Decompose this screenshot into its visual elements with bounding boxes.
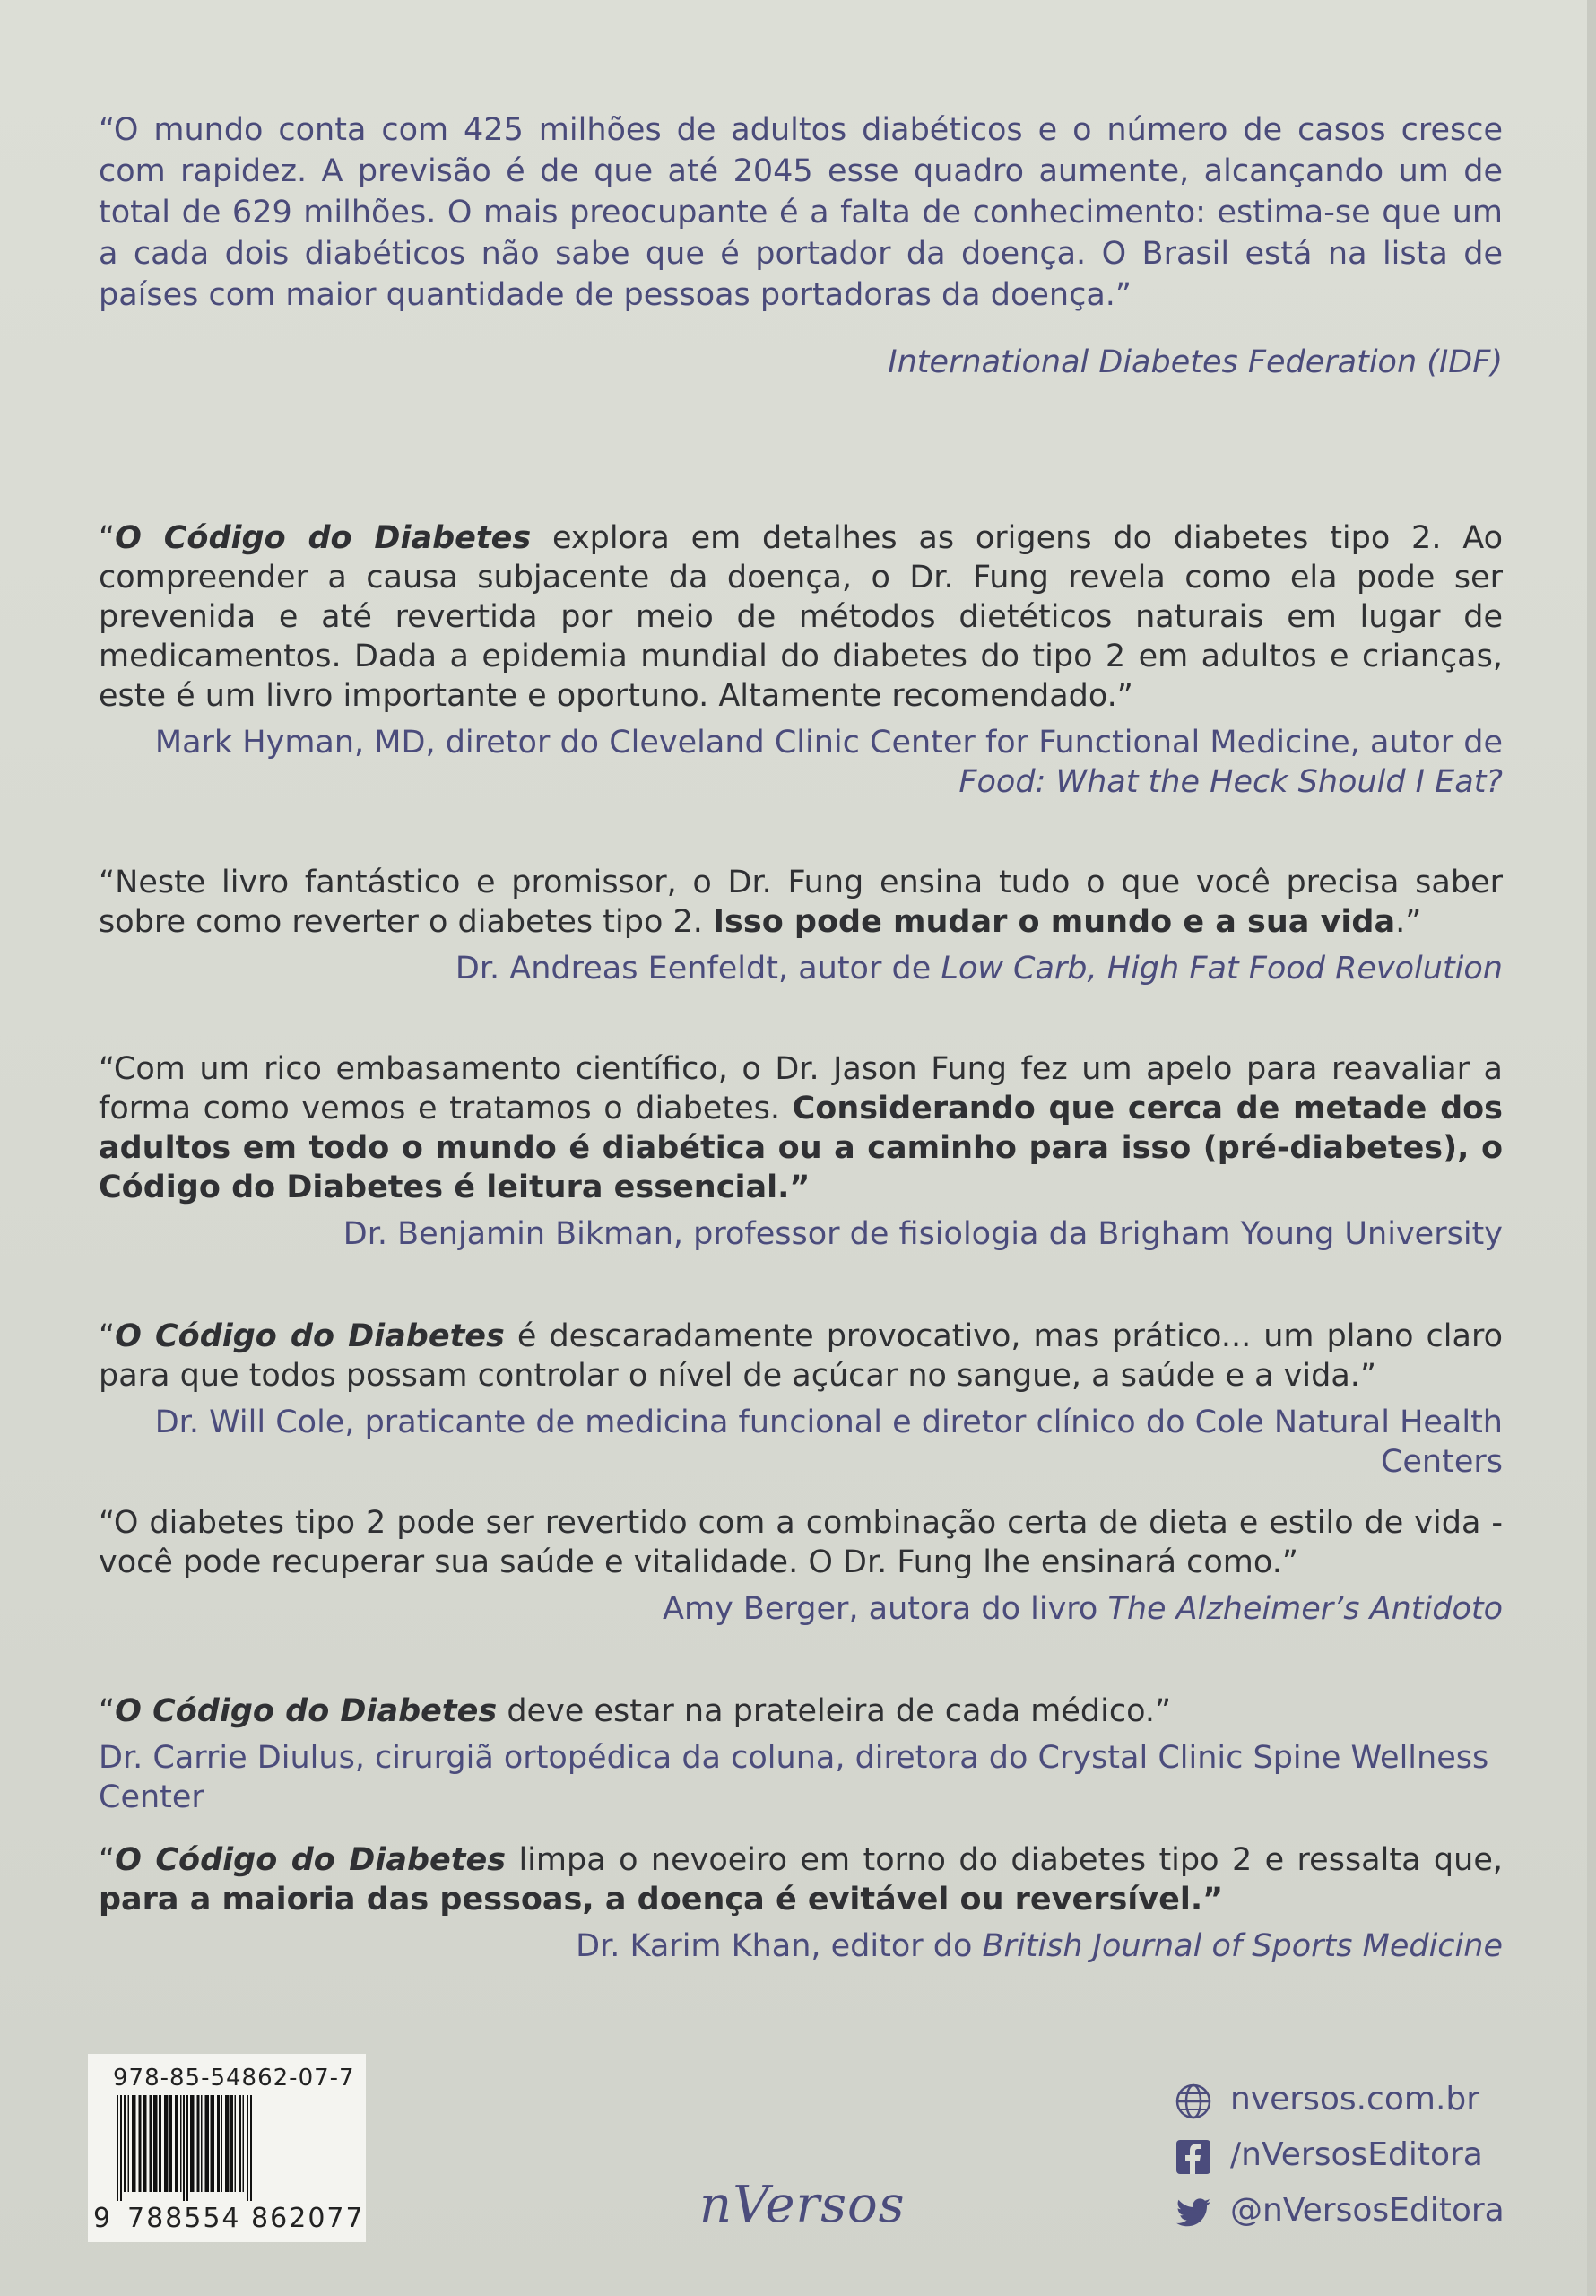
text-run: para a maioria das pessoas, a doença é evitável ou reversível.” <box>99 1882 1224 1918</box>
text-run: “ <box>99 1318 116 1354</box>
quote-block-diulus <box>99 1692 1503 1817</box>
quote-text <box>99 1317 1503 1396</box>
barcode-bar <box>225 2095 230 2192</box>
text-run: The Alzheimer’s Antidoto <box>1107 1591 1503 1627</box>
text-run: O Código do Diabetes <box>115 520 532 556</box>
isbn-barcode <box>88 2054 366 2242</box>
barcode-bar <box>117 2095 118 2201</box>
text-run: Dr. Carrie Diulus, cirurgiã ortopédica da coluna, diretora do Crystal Clinic Spine Wellness Center <box>99 1740 1489 1815</box>
text-run: é descaradamente provocativo, mas prático... um plano claro para que todos possam controlar o nível de açúcar no sangue, a saúde e a vida.” <box>99 1318 1503 1394</box>
text-run: “O diabetes tipo 2 pode ser revertido com a combinação certa de dieta e estilo de vida - você pode recuperar sua saúde e vitalidade. O Dr. Fung lhe ensinará como.” <box>99 1505 1503 1580</box>
barcode-bar <box>139 2095 142 2192</box>
barcode-bar <box>180 2095 182 2192</box>
text-run: Dr. Andreas Eenfeldt, autor de <box>455 951 941 987</box>
barcode-bar <box>243 2095 245 2192</box>
barcode-bar <box>175 2095 178 2192</box>
text-run: Considerando que cerca de metade dos adultos em todo o mundo é diabética ou a caminho para isso (pré-diabetes), o Código do Diabetes é leitura essencial.” <box>99 1091 1504 1205</box>
social-facebook[interactable] <box>1175 2135 1533 2179</box>
text-run: Dr. Karim Khan, editor do <box>576 1928 983 1964</box>
quote-attribution <box>99 1738 1503 1817</box>
barcode-bar <box>239 2095 241 2192</box>
text-run: deve estar na prateleira de cada médico.” <box>497 1693 1172 1729</box>
text-run: Amy Berger, autora do livro <box>663 1591 1108 1627</box>
quote-attribution <box>99 949 1503 988</box>
barcode-bar <box>183 2095 185 2201</box>
barcode-bar <box>230 2095 233 2192</box>
barcode-bar <box>221 2095 223 2192</box>
barcode-bar <box>159 2095 161 2192</box>
text-run: O Código do Diabetes <box>115 1842 507 1878</box>
quote-attribution <box>99 1214 1503 1254</box>
text-run: .” <box>1395 904 1422 940</box>
text-run: O Código do Diabetes <box>115 1693 498 1729</box>
quote-attribution <box>99 1926 1503 1966</box>
text-run: limpa o nevoeiro em torno do diabetes tipo 2 e ressalta que, <box>506 1842 1503 1878</box>
facebook-label: /nVersosEditora <box>1230 2136 1483 2173</box>
social-website[interactable] <box>1175 2079 1533 2124</box>
quote-text <box>99 1692 1503 1731</box>
barcode-bar <box>150 2095 152 2192</box>
text-run: Dr. Will Cole, praticante de medicina funcional e diretor clínico do Cole Natural Health Centers <box>154 1405 1503 1480</box>
publisher-logo: nVersos <box>699 2176 906 2234</box>
barcode-bar <box>169 2095 172 2192</box>
quote-block-eenfeldt <box>99 863 1503 988</box>
barcode-bar <box>120 2095 122 2201</box>
text-run: O Código do Diabetes <box>115 1318 505 1354</box>
barcode-bar <box>250 2095 252 2201</box>
barcode-bar <box>132 2095 136 2192</box>
quote-text <box>99 1503 1503 1582</box>
quote-attribution <box>99 1403 1503 1482</box>
social-twitter[interactable] <box>1175 2190 1533 2235</box>
barcode-bar <box>164 2095 169 2192</box>
text-run: “ <box>99 1693 116 1729</box>
facebook-icon <box>1175 2138 1212 2176</box>
quote-attribution <box>99 1589 1503 1629</box>
barcode-bar <box>124 2095 126 2192</box>
isbn-number: 978-85-54862-07-7 <box>113 2065 355 2092</box>
barcode-bar <box>197 2095 200 2192</box>
text-run: Isso pode mudar o mundo e a sua vida <box>713 904 1396 940</box>
quote-attribution <box>99 723 1503 802</box>
text-run: “Com um rico embasamento científico, o Dr. Jason Fung fez um apelo para reavaliar a forma como vemos e tratamos o diabetes. <box>99 1051 1503 1126</box>
barcode-bar <box>186 2095 188 2201</box>
barcode-digit-first: 9 <box>93 2203 113 2234</box>
quote-block-idf <box>99 109 1503 382</box>
barcode-bar <box>153 2095 158 2192</box>
barcode-bar <box>217 2095 220 2192</box>
barcode-bar <box>247 2095 248 2201</box>
barcode-digits-rest: 788554 862077 <box>127 2203 365 2234</box>
text-run: Food: What the Heck Should I Eat? <box>958 764 1503 800</box>
barcode-bar <box>190 2095 195 2192</box>
quote-text <box>99 109 1503 316</box>
quote-text <box>99 518 1503 716</box>
quote-text <box>99 1049 1503 1207</box>
text-run: British Journal of Sports Medicine <box>982 1928 1503 1964</box>
twitter-label: @nVersosEditora <box>1230 2192 1505 2229</box>
quote-text <box>99 1840 1503 1919</box>
quote-block-cole <box>99 1317 1503 1482</box>
barcode-bar <box>143 2095 147 2192</box>
website-label: nversos.com.br <box>1230 2081 1480 2118</box>
quote-block-hyman <box>99 518 1503 802</box>
text-run: “ <box>99 1842 116 1878</box>
quote-block-berger <box>99 1503 1503 1629</box>
barcode-bars <box>115 2095 348 2201</box>
globe-icon <box>1175 2083 1212 2120</box>
text-run: Low Carb, High Fat Food Revolution <box>941 951 1503 987</box>
text-run: Mark Hyman, MD, diretor do Cleveland Clinic Center for Functional Medicine, autor de <box>154 725 1503 761</box>
text-run: explora em detalhes as origens do diabetes tipo 2. Ao compreender a causa subjacente da doença, o Dr. Fung revela como ela pode ser prevenida e até revertida por meio de métodos dietéticos naturais em lugar de medicamentos. Dada a epidemia mundial do diabetes do tipo 2 em adultos e crianças, este é um livro importante e oportuno. Altamente recomendado.” <box>99 520 1503 714</box>
cover-edge <box>1587 0 1596 2296</box>
text-run: “O mundo conta com 425 milhões de adultos diabéticos e o número de casos cresce com rapidez. A previsão é de que até 2045 esse quadro aumente, alcançando um de total de 629 milhões. O mais preocupante é a falta de conhecimento: estima-se que um a cada dois diabéticos não sabe que é portador da doença. O Brasil está na lista de países com maior quantidade de pessoas portadoras da doença.” <box>99 112 1503 313</box>
text-run: “Neste livro fantástico e promissor, o Dr. Fung ensina tudo o que você precisa saber sobre como reverter o diabetes tipo 2. <box>99 865 1503 940</box>
barcode-bar <box>211 2095 215 2192</box>
barcode-bar <box>205 2095 210 2192</box>
text-run: Dr. Benjamin Bikman, professor de fisiologia da Brigham Young University <box>343 1216 1503 1252</box>
twitter-icon <box>1175 2194 1212 2231</box>
text-run: International Diabetes Federation (IDF) <box>888 344 1503 380</box>
barcode-bar <box>201 2095 203 2192</box>
quote-block-bikman <box>99 1049 1503 1254</box>
quote-text <box>99 863 1503 942</box>
barcode-bar <box>128 2095 130 2192</box>
quote-attribution <box>99 343 1503 382</box>
barcode-bar <box>235 2095 237 2192</box>
text-run: “ <box>99 520 116 556</box>
quote-block-khan <box>99 1840 1503 1966</box>
